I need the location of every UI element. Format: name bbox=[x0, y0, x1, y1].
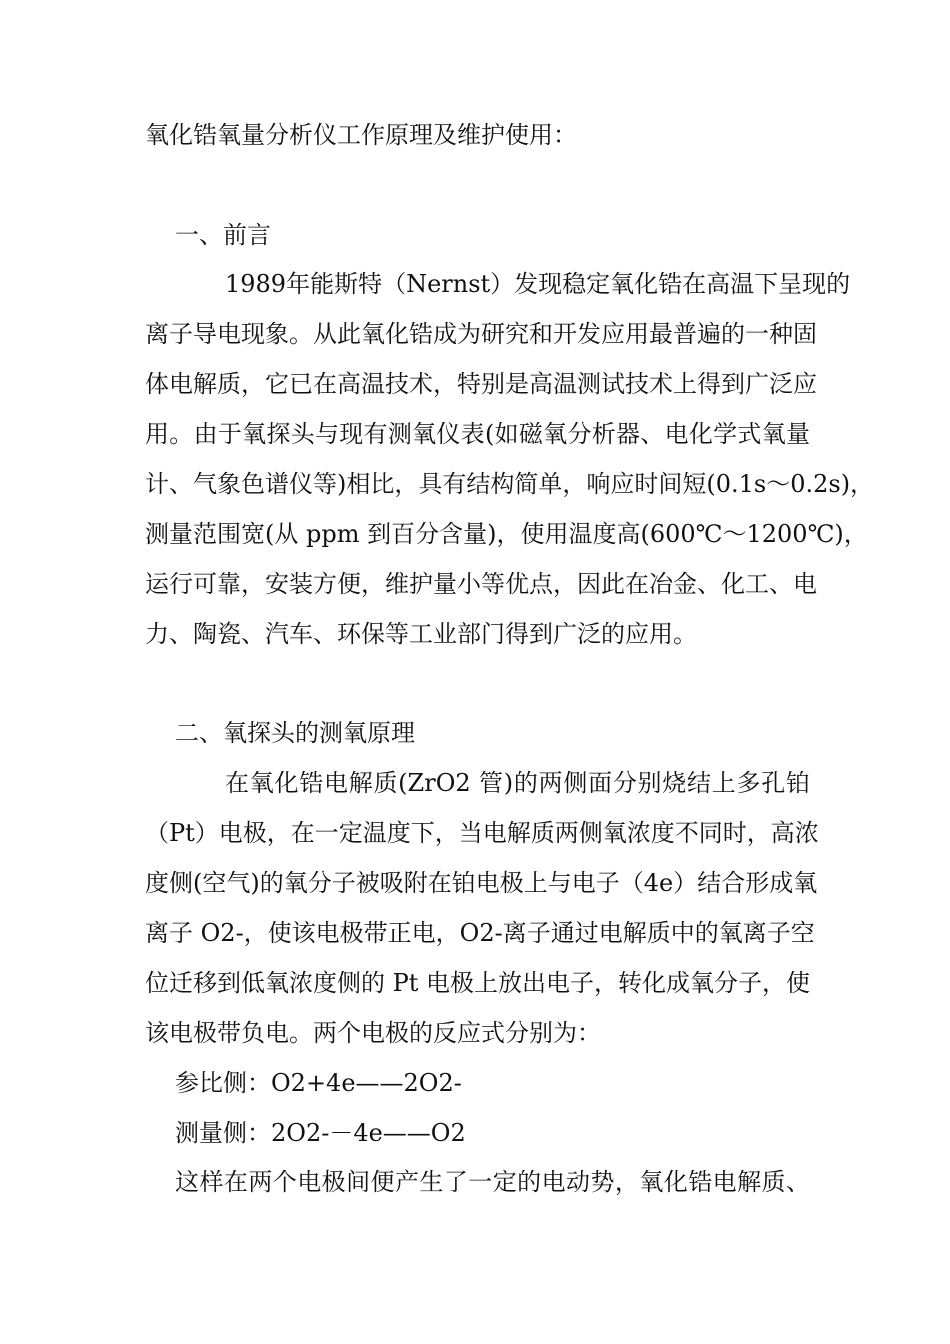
paragraph-line: 这样在两个电极间便产生了一定的电动势，氧化锆电解质、 bbox=[175, 1168, 810, 1196]
paragraph-line: 力、陶瓷、汽车、环保等工业部门得到广泛的应用。 bbox=[145, 620, 697, 648]
paragraph-line: 1989年能斯特（Nernst）发现稳定氧化锆在高温下呈现的 bbox=[225, 270, 851, 298]
section-heading-preface: 一、前言 bbox=[175, 221, 271, 249]
reaction-measurement-side: 测量侧：2O2-－4e——O2 bbox=[175, 1119, 466, 1147]
paragraph-line: 离子 O2-，使该电极带正电，O2-离子通过电解质中的氧离子空 bbox=[145, 919, 815, 947]
reaction-reference-side: 参比侧：O2+4e——2O2- bbox=[175, 1069, 462, 1097]
paragraph-line: 度侧(空气)的氧分子被吸附在铂电极上与电子（4e）结合形成氧 bbox=[145, 869, 818, 897]
section-heading-principle: 二、氧探头的测氧原理 bbox=[175, 719, 415, 747]
paragraph-line: 该电极带负电。两个电极的反应式分别为： bbox=[145, 1019, 601, 1047]
paragraph-line: （Pt）电极，在一定温度下，当电解质两侧氧浓度不同时，高浓 bbox=[145, 819, 819, 847]
paragraph-line: 在氧化锆电解质(ZrO2 管)的两侧面分别烧结上多孔铂 bbox=[225, 769, 810, 797]
paragraph-line: 测量范围宽(从 ppm 到百分含量)，使用温度高(600℃～1200℃)， bbox=[145, 520, 868, 548]
paragraph-line: 体电解质，它已在高温技术，特别是高温测试技术上得到广泛应 bbox=[145, 370, 817, 398]
document-title: 氧化锆氧量分析仪工作原理及维护使用： bbox=[145, 121, 577, 149]
paragraph-line: 计、气象色谱仪等)相比，具有结构简单，响应时间短(0.1s～0.2s)， bbox=[145, 470, 875, 498]
paragraph-line: 位迁移到低氧浓度侧的 Pt 电极上放出电子，转化成氧分子，使 bbox=[145, 969, 811, 997]
paragraph-line: 离子导电现象。从此氧化锆成为研究和开发应用最普遍的一种固 bbox=[145, 320, 817, 348]
paragraph-line: 用。由于氧探头与现有测氧仪表(如磁氧分析器、电化学式氧量 bbox=[145, 420, 810, 448]
paragraph-line: 运行可靠，安装方便，维护量小等优点，因此在冶金、化工、电 bbox=[145, 570, 817, 598]
